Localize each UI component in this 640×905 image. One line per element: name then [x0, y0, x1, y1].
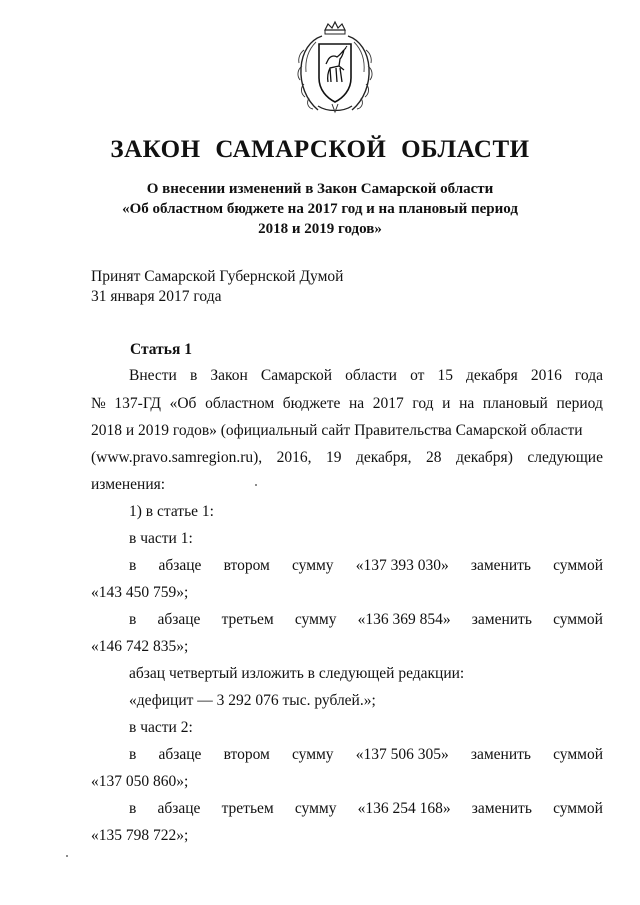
part-2-second-paragraph: в абзаце втором сумму «137 506 305» заменить суммой — [129, 746, 603, 763]
deficit-text: «дефицит — 3 292 076 тыс. рублей.»; — [129, 692, 376, 709]
intro-line-4: (www.pravo.samregion.ru), 2016, 19 декабря, 28 декабря) следующие — [91, 449, 603, 466]
adoption-note — [91, 267, 343, 307]
part-1-fourth-paragraph: абзац четвертый изложить в следующей редакции: — [129, 665, 465, 682]
law-subtitle — [0, 179, 640, 239]
part-1-heading: в части 1: — [129, 530, 193, 547]
subtitle-line-3: 2018 и 2019 годов» — [258, 221, 382, 237]
intro-line-3: 2018 и 2019 годов» (официальный сайт Правительства Самарской области — [91, 422, 583, 439]
coat-of-arms-emblem — [292, 20, 378, 116]
scan-speck — [66, 855, 68, 857]
part-1-second-new-sum: «143 450 759»; — [91, 584, 189, 601]
adoption-body: Принят Самарской Губернской Думой — [91, 268, 344, 285]
part-2-third-new-sum: «135 798 722»; — [91, 827, 189, 844]
scan-speck — [255, 484, 257, 486]
part-1-third-paragraph: в абзаце третьем сумму «136 369 854» заменить суммой — [129, 611, 603, 628]
part-2-second-new-sum: «137 050 860»; — [91, 773, 189, 790]
intro-line-2: № 137-ГД «Об областном бюджете на 2017 год и на плановый период — [91, 395, 603, 412]
intro-line-5: изменения: — [91, 476, 166, 493]
intro-line-1: Внести в Закон Самарской области от 15 декабря 2016 года — [129, 367, 603, 384]
part-1-third-new-sum: «146 742 835»; — [91, 638, 189, 655]
part-1-second-paragraph: в абзаце втором сумму «137 393 030» заменить суммой — [129, 557, 603, 574]
item-1: 1) в статье 1: — [129, 503, 214, 520]
subtitle-line-2: «Об областном бюджете на 2017 год и на плановый период — [122, 201, 518, 217]
part-2-heading: в части 2: — [129, 719, 193, 736]
subtitle-line-1: О внесении изменений в Закон Самарской области — [146, 181, 494, 197]
law-title: ЗАКОН САМАРСКОЙ ОБЛАСТИ — [110, 136, 530, 163]
adoption-date: 31 января 2017 года — [91, 288, 222, 305]
article-heading: Статья 1 — [130, 341, 192, 358]
part-2-third-paragraph: в абзаце третьем сумму «136 254 168» заменить суммой — [129, 800, 603, 817]
